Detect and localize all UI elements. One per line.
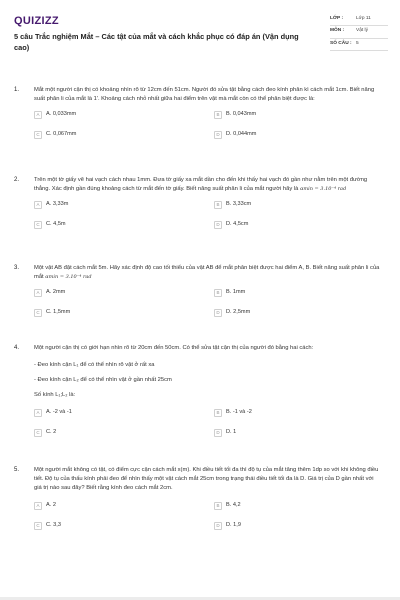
option-letter-box: B <box>214 502 222 510</box>
option-letter-box: C <box>34 131 42 139</box>
option-c[interactable] <box>34 130 194 140</box>
option-a[interactable] <box>34 501 194 511</box>
resolution-formula: αmin = 3.10⁻⁴ rad <box>300 185 347 192</box>
option-c[interactable] <box>34 308 194 318</box>
option-text: D. 1,9 <box>226 522 241 529</box>
option-d[interactable] <box>214 428 374 438</box>
option-d[interactable] <box>214 220 374 230</box>
meta-value: Lớp 11 <box>356 16 371 21</box>
option-text: B. -1 và -2 <box>226 409 252 416</box>
option-text: A. 2mm <box>46 289 66 296</box>
option-text: B. 0,043mm <box>226 111 257 118</box>
option-c[interactable] <box>34 428 194 438</box>
document-header <box>14 14 386 68</box>
option-text: A. -2 và -1 <box>46 409 72 416</box>
option-text: C. 4,5m <box>46 221 66 228</box>
option-letter-box: D <box>214 522 222 530</box>
option-d[interactable] <box>214 521 374 531</box>
option-letter-box: C <box>34 221 42 229</box>
option-b[interactable] <box>214 501 374 511</box>
option-text: B. 4,2 <box>226 502 241 509</box>
option-letter-box: D <box>214 131 222 139</box>
option-letter-box: A <box>34 201 42 209</box>
question-number: 5. <box>14 467 20 473</box>
option-letter-box: C <box>34 309 42 317</box>
option-c[interactable] <box>34 521 194 531</box>
option-text: C. 2 <box>46 429 57 436</box>
question-number: 3. <box>14 265 20 271</box>
option-a[interactable] <box>34 200 194 210</box>
option-text: A. 2 <box>46 502 56 509</box>
question-line: - Đeo kính cận L₁ để có thể nhìn rõ vật ở rất xa <box>34 361 155 368</box>
question-text <box>34 176 382 194</box>
option-letter-box: C <box>34 429 42 437</box>
option-text: B. 3,33cm <box>226 201 252 208</box>
meta-value: Vật lý <box>356 28 368 34</box>
option-letter-box: A <box>34 289 42 297</box>
option-text: C. 1,5mm <box>46 309 71 316</box>
option-c[interactable] <box>34 220 194 230</box>
option-d[interactable] <box>214 130 374 140</box>
option-letter-box: B <box>214 111 222 119</box>
question-text <box>34 264 382 282</box>
option-b[interactable] <box>214 200 374 210</box>
document-title: 5 câu Trắc nghiệm Mắt – Các tật của mắt và cách khắc phục có đáp án (Vận dụng cao) <box>14 32 299 52</box>
option-text: C. 0,067mm <box>46 131 77 138</box>
meta-row-class <box>330 14 388 26</box>
question-text-body: Trên một tờ giấy vẽ hai vạch cách nhau 1mm. Đưa tờ giấy xa mắt dần cho đến khi thấy hai vạch đó gần như nằm trên một đường thẳng. Xác định gần đúng khoảng cách từ mắt đến tờ giấy. Biết năng suất phân li của mắt người hãy là <box>34 177 368 192</box>
option-letter-box: D <box>214 309 222 317</box>
option-text: D. 2,5mm <box>226 309 251 316</box>
meta-info <box>330 14 388 51</box>
question-text-body: Một vật AB đặt cách mắt 5m. Hãy xác định độ cao tối thiểu của vật AB để mắt phân biệt được hai điểm A, B. Biết năng suất phân li của mắt <box>34 265 380 280</box>
meta-row-subject <box>330 26 388 38</box>
option-letter-box: A <box>34 502 42 510</box>
question-text: Một người mắt không có tật, có điểm cực cận cách mắt x(m). Khi điều tiết tối đa thì độ tụ của mắt tăng thêm 1dp so với khi không điều tiết. Độ tụ của thấu kính phải đeo để nhìn thấy một vật cách mắt 25cm trong trạng thái điều tiết tối đa là D. Giá trị của D gần nhất với giá trị nào sau đây? Biết rằng kính đeo cách mắt 2cm. <box>34 467 379 491</box>
meta-label: LỚP : <box>330 16 344 21</box>
quizizz-logo: QUIZIZZ <box>14 15 59 27</box>
option-b[interactable] <box>214 288 374 298</box>
option-text: D. 0,044mm <box>226 131 257 138</box>
answer-options <box>34 408 382 440</box>
meta-label: SỐ CÂU : <box>330 40 352 46</box>
option-letter-box: B <box>214 201 222 209</box>
option-a[interactable] <box>34 408 194 418</box>
option-letter-box: A <box>34 111 42 119</box>
question-number: 4. <box>14 345 20 351</box>
answer-options <box>34 110 382 142</box>
option-b[interactable] <box>214 110 374 120</box>
option-text: D. 1 <box>226 429 237 436</box>
option-text: D. 4,5cm <box>226 221 249 228</box>
answer-options <box>34 288 382 320</box>
option-text: A. 3,33m <box>46 201 69 208</box>
option-b[interactable] <box>214 408 374 418</box>
question-line: - Đeo kính cận L₂ để có thể nhìn vật ở gần nhất 25cm <box>34 376 172 383</box>
answer-options <box>34 501 382 533</box>
question-text: Một người cận thị có giới hạn nhìn rõ từ 20cm đến 50cm. Có thể sửa tật cận thị của người đó bằng hai cách: <box>34 345 314 351</box>
option-letter-box: B <box>214 409 222 417</box>
question-line: Số kính L₁;L₂ là: <box>34 391 76 398</box>
option-letter-box: C <box>34 522 42 530</box>
question-text: Mắt một người cận thị có khoảng nhìn rõ từ 12cm đến 51cm. Người đó sửa tật bằng cách đeo kính phân kì cách mắt 1cm. Biết năng suất phân li của mắt là 1'. Khoảng cách nhỏ nhất giữa hai điểm trên vật mà mắt còn có thể phân biệt được là: <box>34 87 375 102</box>
option-text: A. 0,033mm <box>46 111 77 118</box>
option-text: B. 1mm <box>226 289 246 296</box>
meta-label: MÔN : <box>330 28 345 34</box>
option-a[interactable] <box>34 110 194 120</box>
question-number: 2. <box>14 177 20 183</box>
option-text: C. 3,3 <box>46 522 61 529</box>
option-a[interactable] <box>34 288 194 298</box>
option-letter-box: B <box>214 289 222 297</box>
option-letter-box: D <box>214 429 222 437</box>
option-letter-box: A <box>34 409 42 417</box>
resolution-formula: αmin = 3.10⁻⁴ rad <box>45 273 92 280</box>
meta-value: 5 <box>356 40 359 46</box>
answer-options <box>34 200 382 232</box>
question-number: 1. <box>14 87 20 93</box>
option-d[interactable] <box>214 308 374 318</box>
meta-row-count <box>330 39 388 51</box>
option-letter-box: D <box>214 221 222 229</box>
